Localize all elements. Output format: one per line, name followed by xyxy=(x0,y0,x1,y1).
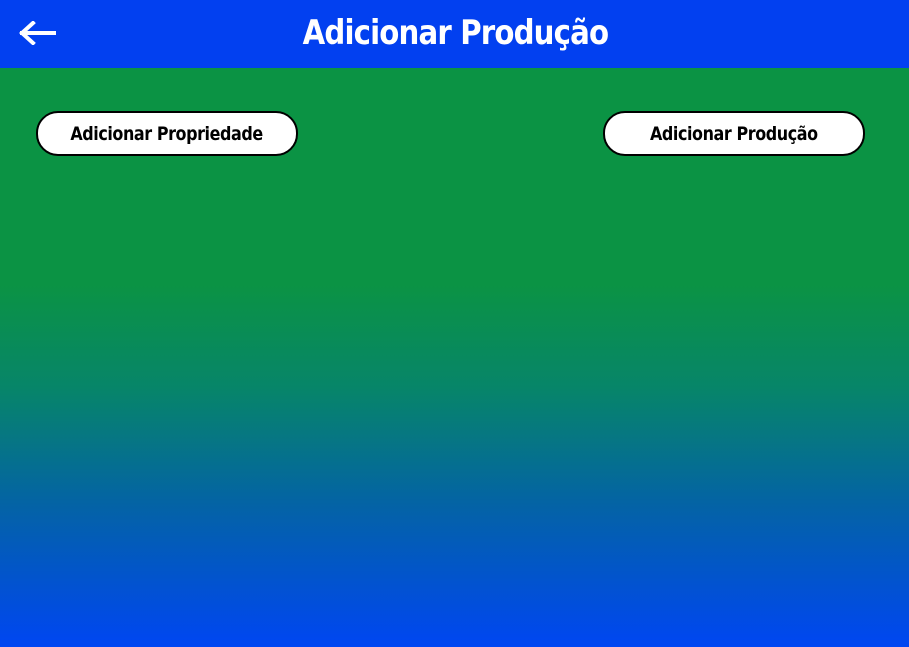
add-property-button[interactable] xyxy=(36,111,298,156)
app-header xyxy=(0,0,909,68)
page-title: Adicionar Produção xyxy=(302,13,609,53)
arrow-left-icon xyxy=(16,21,56,45)
add-production-label: Adicionar Produção xyxy=(650,122,818,145)
add-production-button[interactable] xyxy=(603,111,865,156)
add-property-label: Adicionar Propriedade xyxy=(70,122,264,145)
back-button[interactable] xyxy=(10,14,62,52)
